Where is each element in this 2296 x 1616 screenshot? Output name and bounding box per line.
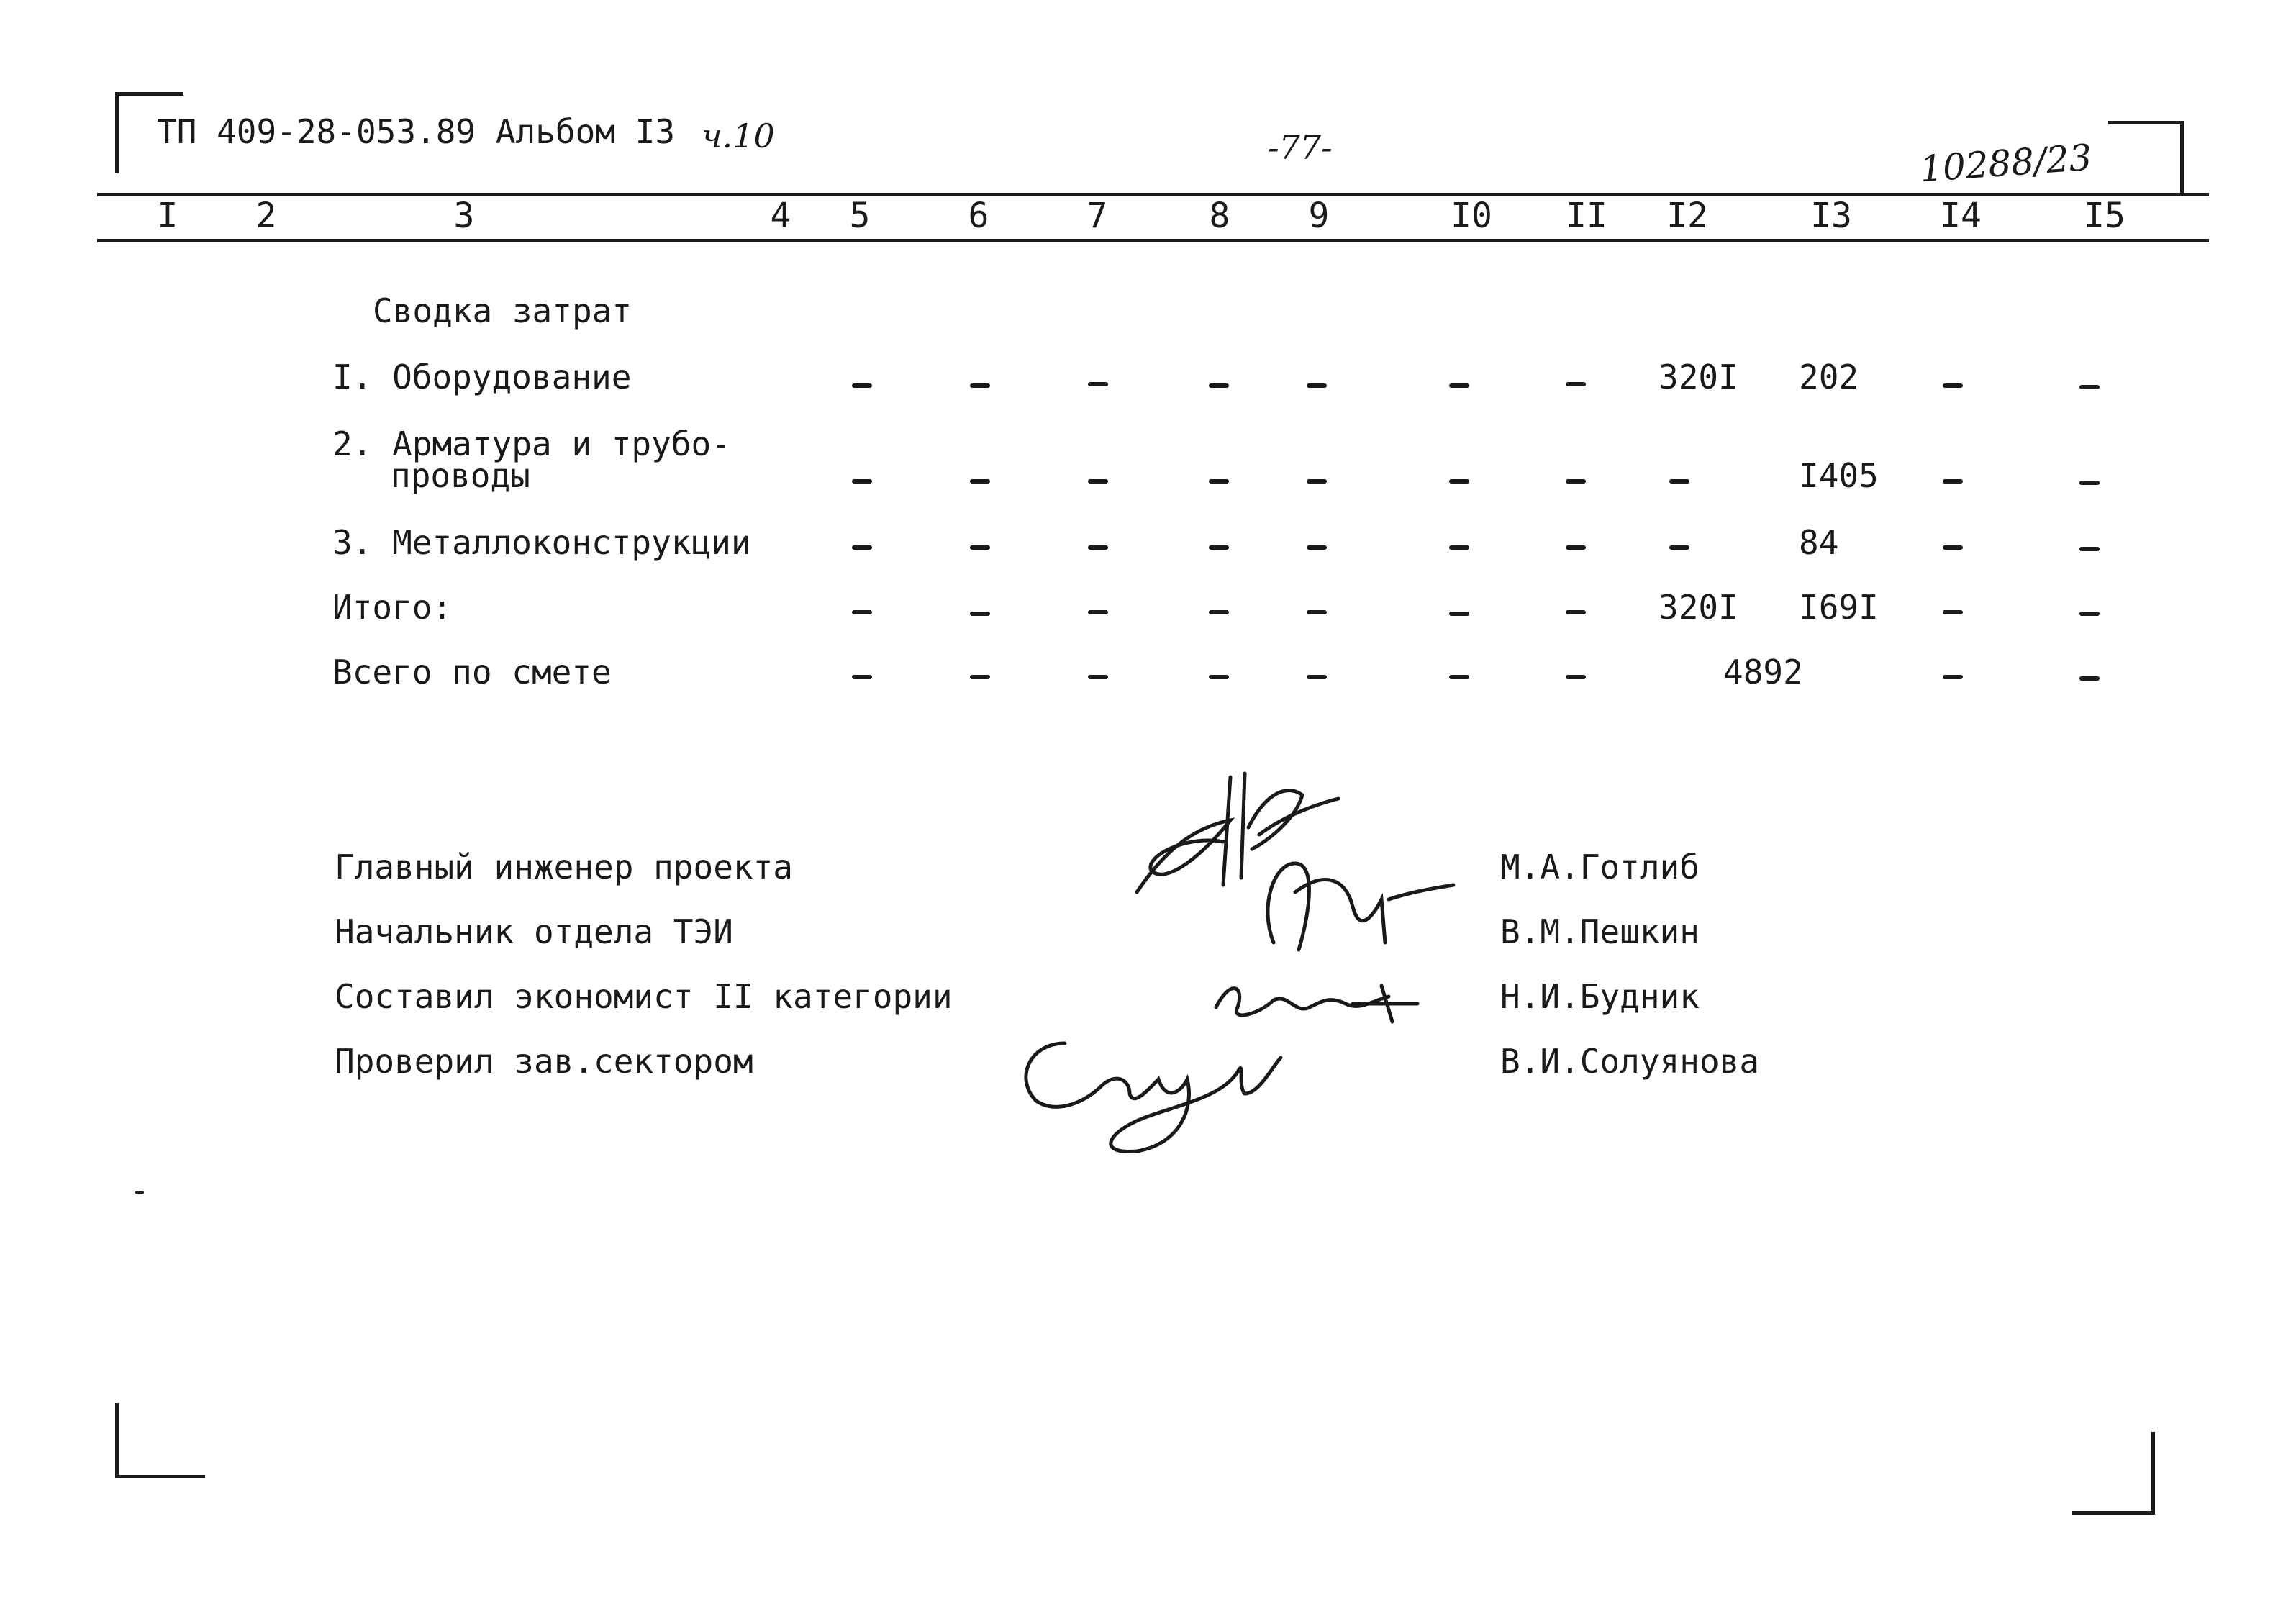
dash (1449, 479, 1469, 484)
row-label-equipment: I. Оборудование (332, 358, 632, 396)
dash (1669, 545, 1689, 550)
dash (1209, 383, 1229, 388)
dash (1943, 610, 1963, 614)
column-number-8: 8 (1209, 196, 1230, 236)
row-label-metal-structures: 3. Металлоконструкции (332, 523, 751, 562)
corner-mark-bottom-right (2072, 1432, 2155, 1515)
page-number: -77- (1268, 128, 1333, 167)
dash (970, 612, 990, 616)
dash (1307, 675, 1327, 679)
column-number-9: 9 (1308, 196, 1330, 236)
signatory-name-department-head: В.М.Пешкин (1500, 912, 1700, 951)
signatory-role-sector-head: Проверил зав.сектором (335, 1042, 753, 1081)
dash (1566, 545, 1586, 550)
signatory-name-economist: Н.И.Будник (1500, 977, 1700, 1016)
dash (2079, 612, 2100, 616)
row-equipment-col13: 202 (1799, 358, 1859, 396)
dash (970, 383, 990, 388)
row-label-fittings-line1: 2. Арматура и трубо- (332, 425, 731, 463)
row-label-fittings-line2: проводы (391, 456, 530, 495)
signatory-name-chief-engineer: М.А.Готлиб (1500, 848, 1700, 886)
dash (1943, 479, 1963, 484)
dash (1307, 610, 1327, 614)
dash (852, 479, 872, 484)
dash (1943, 545, 1963, 550)
dash (2079, 676, 2100, 681)
dash (1209, 545, 1229, 550)
column-number-14: I4 (1940, 196, 1982, 236)
dash (970, 545, 990, 550)
column-number-15: I5 (2084, 196, 2125, 236)
column-number-3: 3 (453, 196, 475, 236)
signature-sector-head (1007, 1022, 1324, 1166)
column-number-7: 7 (1086, 196, 1108, 236)
column-number-4: 4 (770, 196, 791, 236)
dash (1449, 612, 1469, 616)
dash (1088, 382, 1108, 386)
column-number-13: I3 (1810, 196, 1852, 236)
row-subtotal-col13: I69I (1799, 588, 1879, 627)
column-number-5: 5 (849, 196, 871, 236)
row-subtotal-col12: 320I (1659, 588, 1738, 627)
dash (1307, 545, 1327, 550)
column-number-11: II (1566, 196, 1607, 236)
dash (852, 675, 872, 679)
dash (1449, 545, 1469, 550)
signature-department-head (1245, 849, 1482, 964)
summary-title: Сводка затрат (373, 291, 632, 330)
document-part: ч.10 (702, 117, 775, 155)
column-number-6: 6 (968, 196, 989, 236)
row-metal-col13: 84 (1799, 523, 1839, 562)
dash (1566, 610, 1586, 614)
dash (1943, 675, 1963, 679)
dash (970, 675, 990, 679)
header-rule-bottom (97, 239, 2209, 242)
corner-mark-top-right (2108, 121, 2184, 196)
header-rule-top (97, 193, 2209, 196)
stray-mark (135, 1191, 144, 1194)
row-label-subtotal: Итого: (332, 588, 453, 627)
dash (852, 545, 872, 550)
dash (2079, 547, 2100, 551)
column-number-10: I0 (1451, 196, 1492, 236)
dash (2079, 385, 2100, 389)
signatory-role-economist: Составил экономист II категории (335, 977, 953, 1016)
row-equipment-col12: 320I (1659, 358, 1738, 396)
dash (852, 610, 872, 614)
dash (1088, 479, 1108, 484)
column-number-1: I (157, 196, 178, 236)
dash (1449, 383, 1469, 388)
dash (1566, 382, 1586, 386)
dash (1449, 675, 1469, 679)
document-code: ТП 409-28-053.89 Альбом I3 (157, 112, 676, 151)
dash (1307, 479, 1327, 484)
signatory-role-department-head: Начальник отдела ТЭИ (335, 912, 733, 951)
dash (1209, 675, 1229, 679)
dash (1088, 675, 1108, 679)
dash (2079, 481, 2100, 485)
dash (1209, 479, 1229, 484)
row-grand-total-col12-13: 4892 (1723, 653, 1803, 691)
inventory-number: 10288/23 (1918, 136, 2094, 191)
row-fittings-col13: I405 (1799, 456, 1879, 495)
dash (1088, 545, 1108, 550)
dash (1566, 675, 1586, 679)
dash (970, 479, 990, 484)
dash (852, 383, 872, 388)
signatory-role-chief-engineer: Главный инженер проекта (335, 848, 793, 886)
dash (1209, 610, 1229, 614)
corner-mark-bottom-left (115, 1403, 205, 1478)
dash (1307, 383, 1327, 388)
signatory-name-sector-head: В.И.Солуянова (1500, 1042, 1760, 1081)
dash (1943, 383, 1963, 388)
dash (1566, 479, 1586, 484)
dash (1088, 610, 1108, 614)
row-label-grand-total: Всего по смете (332, 653, 612, 691)
column-number-12: I2 (1666, 196, 1708, 236)
column-number-2: 2 (255, 196, 277, 236)
dash (1669, 479, 1689, 484)
